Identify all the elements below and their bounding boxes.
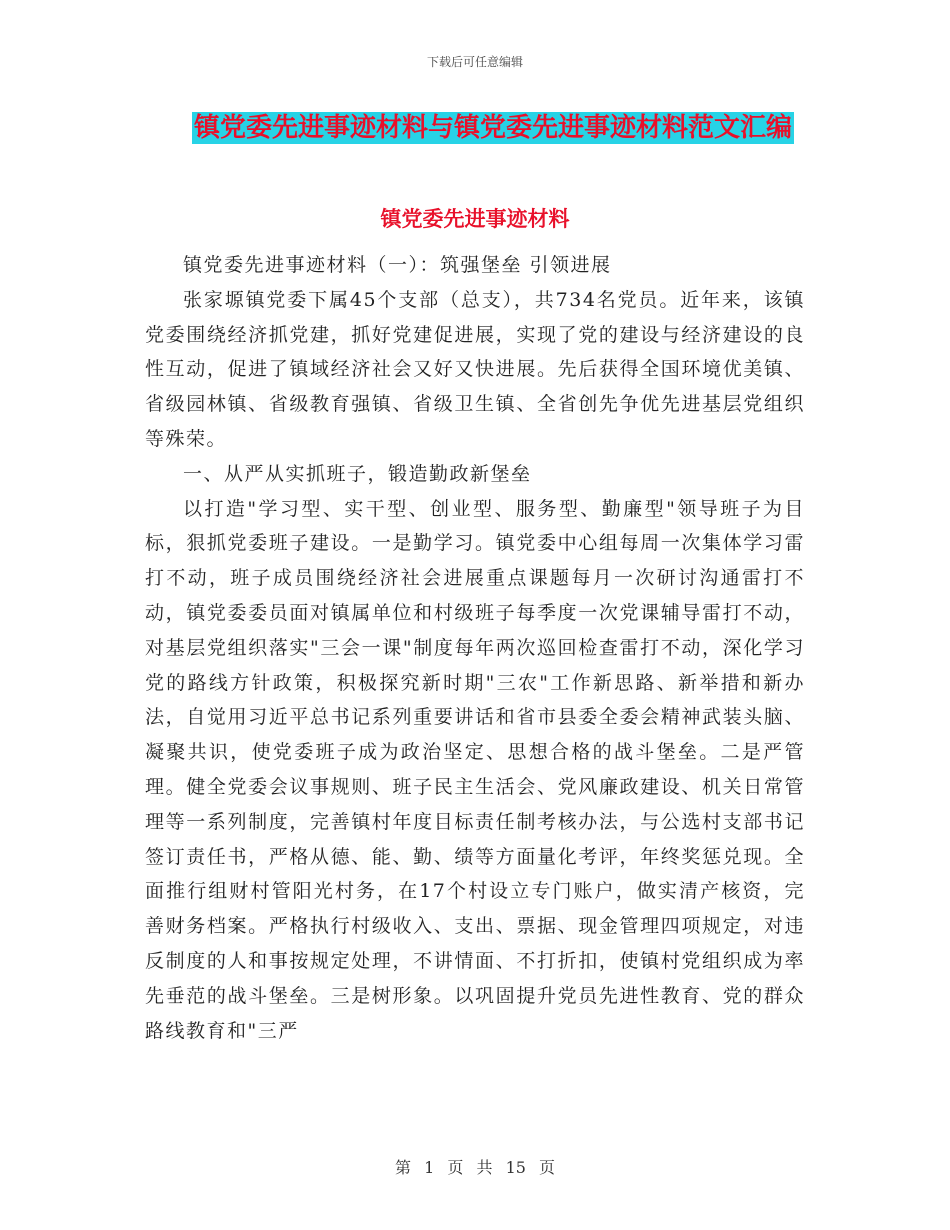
section-title: 镇党委先进事迹材料 (380, 206, 570, 231)
page-unit: 页 (447, 1158, 464, 1177)
page-number: 1 (424, 1158, 435, 1177)
document-title: 镇党委先进事迹材料与镇党委先进事迹材料范文汇编 (194, 113, 793, 143)
header-note: 下载后可任意编辑 (426, 55, 523, 69)
paragraph: 以打造"学习型、实干型、创业型、服务型、勤廉型"领导班子为目标，狠抓党委班子建设。一是勤学习。镇党委中心组每周一次集体学习雷打不动，班子成员围绕经济社会进展重点课题每月一次研讨沟通雷打不动，镇党委委员面对镇属单位和村级班子每季度一次党课辅导雷打不动，对基层党组织落实"三会一课"制度每年两次巡回检查雷打不动，深化学习党的路线方针政策，积极探究新时期"三农"工作新思路、新举措和新办法，自觉用习近平总书记系列重要讲话和省市县委全委会精神武装头脑、凝聚共识，使党委班子成为政治坚定、思想合格的战斗堡垒。二是严管理。健全党委会议事规则、班子民主生活会、党风廉政建设、机关日常管理等一系列制度，完善镇村年度目标责任制考核办法，与公选村支部书记签订责任书，严格从德、能、勤、绩等方面量化考评，年终奖惩兑现。全面推行组财村管阳光村务，在17个村设立专门账户，做实清产核资，完善财务档案。严格执行村级收入、支出、票据、现金管理四项规定，对违反制度的人和事按规定处理，不讲情面、不打折扣，使镇村党组织成为率先垂范的战斗堡垒。三是树形象。以巩固提升党员先进性教育、党的群众路线教育和"三严 (145, 497, 805, 1042)
paragraph: 镇党委先进事迹材料（一）：筑强堡垒 引领进展 (183, 254, 612, 276)
paragraph: 一、从严从实抓班子，锻造勤政新堡垒 (183, 462, 532, 485)
page-footer (0, 1155, 950, 1178)
total-pages: 15 (505, 1158, 526, 1177)
page-word: 第 (394, 1158, 411, 1177)
total-unit: 页 (539, 1158, 556, 1177)
paragraph: 张家塬镇党委下属45个支部（总支），共734名党员。近年来，该镇党委围绕经济抓党建，抓好党建促进展，实现了党的建设与经济建设的良性互动，促进了镇域经济社会又好又快进展。先后获得全国环境优美镇、省级园林镇、省级教育强镇、省级卫生镇、全省创先争优先进基层党组织等殊荣。 (145, 288, 805, 450)
document-body (145, 248, 805, 1048)
total-word: 共 (476, 1158, 493, 1177)
